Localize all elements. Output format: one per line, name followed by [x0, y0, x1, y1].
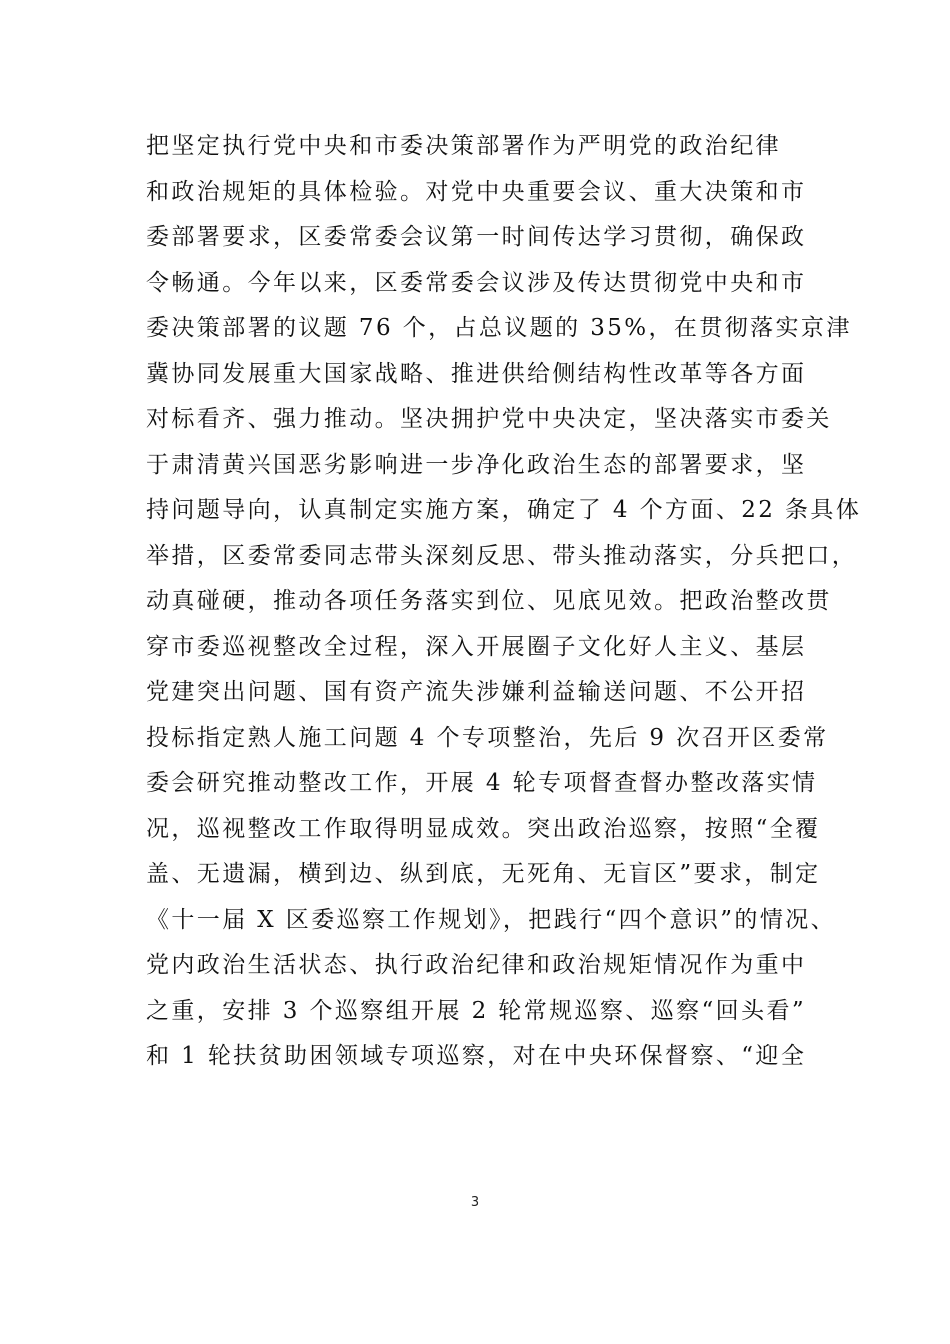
text-line: 党内政治生活状态、执行政治纪律和政治规矩情况作为重中 [146, 952, 807, 978]
text-line: 投标指定熟人施工问题 4 个专项整治，先后 9 次召开区委常 [146, 724, 829, 751]
text-line: 委决策部署的议题 76 个，占总议题的 35%，在贯彻落实京津 [146, 315, 852, 341]
text-line: 盖、无遗漏，横到边、纵到底，无死角、无盲区”要求，制定 [146, 861, 821, 887]
text-line: 把坚定执行党中央和市委决策部署作为严明党的政治纪律 [146, 133, 781, 159]
text-line: 委会研究推动整改工作，开展 4 轮专项督查督办整改落实情 [146, 770, 818, 796]
text-line: 对标看齐、强力推动。坚决拥护党中央决定，坚决落实市委关 [146, 406, 832, 432]
text-line: 况，巡视整改工作取得明显成效。突出政治巡察，按照“全覆 [146, 815, 821, 842]
text-line: 冀协同发展重大国家战略、推进供给侧结构性改革等各方面 [146, 360, 807, 387]
text-line: 令畅通。今年以来，区委常委会议涉及传达贯彻党中央和市 [146, 269, 807, 296]
text-line: 之重，安排 3 个巡察组开展 2 轮常规巡察、巡察“回头看” [146, 997, 807, 1024]
body-text [146, 124, 862, 1080]
text-line: 委部署要求，区委常委会议第一时间传达学习贯彻，确保政 [146, 224, 807, 250]
text-line: 动真碰硬，推动各项任务落实到位、见底见效。把政治整改贯 [146, 588, 832, 614]
text-line: 和政治规矩的具体检验。对党中央重要会议、重大决策和市 [146, 178, 807, 205]
text-line: 和 1 轮扶贫助困领域专项巡察，对在中央环保督察、“迎全 [146, 1043, 807, 1069]
text-line: 《十一届 X 区委巡察工作规划》，把践行“四个意识”的情况、 [146, 906, 837, 933]
text-line: 党建突出问题、国有资产流失涉嫌利益输送问题、不公开招 [146, 679, 807, 705]
text-line: 于肃清黄兴国恶劣影响进一步净化政治生态的部署要求，坚 [146, 451, 807, 478]
page-number: 3 [470, 1195, 480, 1210]
text-line: 穿市委巡视整改全过程，深入开展圈子文化好人主义、基层 [146, 633, 807, 660]
text-line: 持问题导向，认真制定实施方案，确定了 4 个方面、22 条具体 [146, 497, 862, 523]
text-line: 举措，区委常委同志带头深刻反思、带头推动落实，分兵把口， [146, 542, 858, 569]
